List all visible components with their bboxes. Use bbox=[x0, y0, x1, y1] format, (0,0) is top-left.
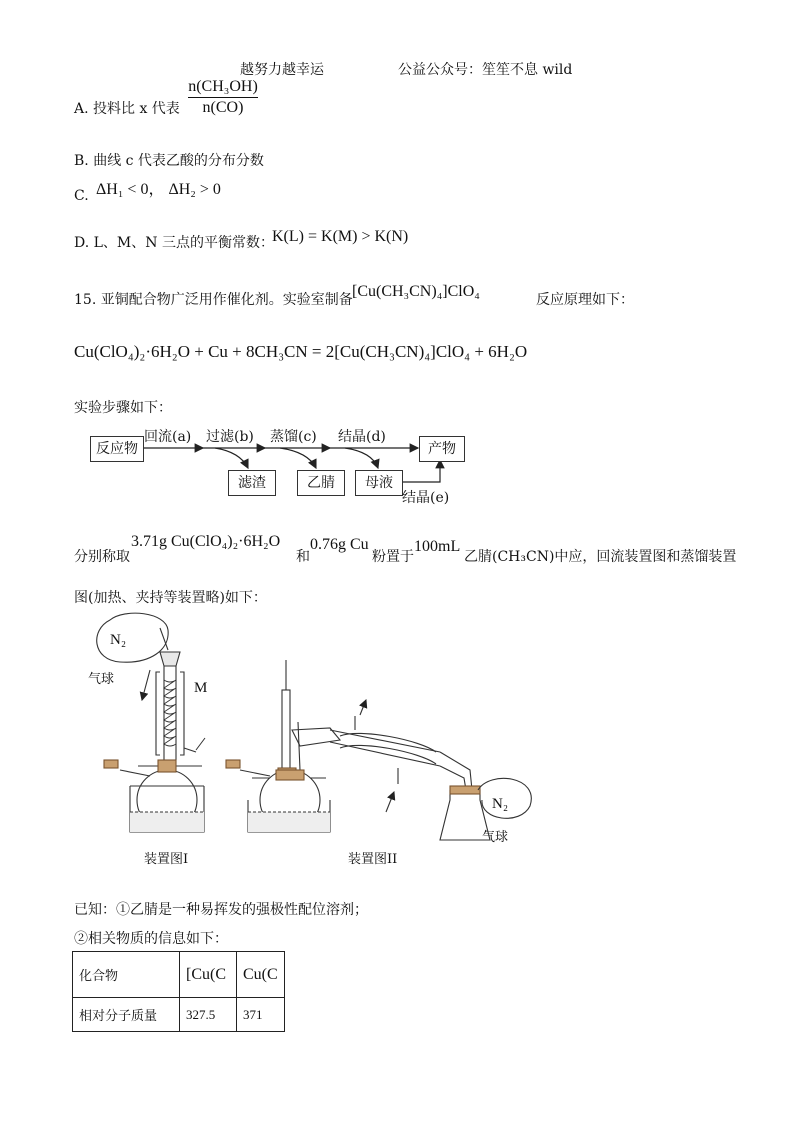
condenser-m-label: M bbox=[194, 680, 208, 696]
fraction-numerator: n(CH₃OH) bbox=[188, 78, 258, 95]
table-cell: 化合物 bbox=[73, 952, 180, 998]
table-row bbox=[73, 952, 285, 998]
weigh-line2: 图(加热、夹持等装置略)如下： bbox=[74, 590, 267, 606]
n2-left-label: N₂ bbox=[110, 632, 127, 648]
flow-acetonitrile-box: 乙腈 bbox=[297, 470, 345, 496]
caption-apparatus-1: 装置图I bbox=[144, 852, 189, 867]
known-info-2: ②相关物质的信息如下： bbox=[74, 931, 228, 947]
flow-product-box: 产物 bbox=[419, 436, 465, 462]
option-a-label: A. 投料比 x 代表 bbox=[74, 101, 180, 117]
header-right: 公益公众号：笙笙不息 wild bbox=[398, 62, 573, 78]
balloon-left bbox=[97, 613, 168, 662]
header-left: 越努力越幸运 bbox=[240, 62, 324, 78]
q15-intro-end: 反应原理如下： bbox=[536, 292, 634, 308]
weigh-mass-1: 3.71g Cu(ClO₄)₂·6H₂O bbox=[131, 533, 281, 550]
balloon-left-label: 气球 bbox=[88, 672, 115, 687]
n2-right-label: N₂ bbox=[492, 796, 509, 812]
weigh-volume: 100mL bbox=[414, 538, 461, 555]
q15-formula: [Cu(CH₃CN)₄]ClO₄ bbox=[352, 283, 480, 300]
weigh-prefix: 分别称取 bbox=[74, 549, 130, 565]
known-info-1: 已知：①乙腈是一种易挥发的强极性配位溶剂； bbox=[74, 902, 368, 918]
weigh-and: 和 bbox=[296, 549, 310, 565]
table-cell: [Cu(C bbox=[180, 952, 237, 998]
flow-step-c: 蒸馏(c) bbox=[270, 429, 317, 445]
option-d-expr: K(L) = K(M) > K(N) bbox=[272, 228, 409, 245]
table-cell: 相对分子质量 bbox=[73, 998, 180, 1032]
caption-apparatus-2: 装置图II bbox=[348, 852, 398, 867]
flow-step-e: 结晶(e) bbox=[402, 490, 450, 506]
fraction-denominator: n(CO) bbox=[202, 99, 244, 116]
steps-title: 实验步骤如下： bbox=[74, 400, 172, 416]
q15-intro: 15. 亚铜配合物广泛用作催化剂。实验室制备 bbox=[74, 292, 353, 308]
table-cell: 371 bbox=[237, 998, 285, 1032]
option-b-label: B. 曲线 c 代表乙酸的分布分数 bbox=[74, 153, 264, 169]
properties-table bbox=[72, 951, 285, 1032]
flow-step-d: 结晶(d) bbox=[338, 429, 386, 445]
option-c-expr: ΔH₁ < 0， ΔH₂ > 0 bbox=[96, 181, 221, 198]
flow-step-b: 过滤(b) bbox=[206, 429, 254, 445]
reaction-equation: Cu(ClO₄)₂·6H₂O + Cu + 8CH₃CN = 2[Cu(CH₃CN)₄]ClO₄ + 6H₂O bbox=[74, 342, 528, 361]
balloon-right-label: 气球 bbox=[482, 830, 509, 845]
flow-step-a: 回流(a) bbox=[144, 429, 192, 445]
weigh-rest: 乙腈(CH₃CN)中应，回流装置图和蒸馏装置 bbox=[464, 549, 737, 565]
flow-reactants-box: 反应物 bbox=[90, 436, 144, 462]
flow-residue-box: 滤渣 bbox=[228, 470, 276, 496]
table-cell: 327.5 bbox=[180, 998, 237, 1032]
flow-mother-liquor-box: 母液 bbox=[355, 470, 403, 496]
weigh-mass-2: 0.76g Cu bbox=[310, 536, 369, 553]
option-c-label: C. bbox=[74, 188, 89, 204]
option-d-label: D. L、M、N 三点的平衡常数： bbox=[74, 235, 274, 251]
table-row bbox=[73, 998, 285, 1032]
table-cell: Cu(C bbox=[237, 952, 285, 998]
weigh-place: 粉置于 bbox=[372, 549, 414, 565]
